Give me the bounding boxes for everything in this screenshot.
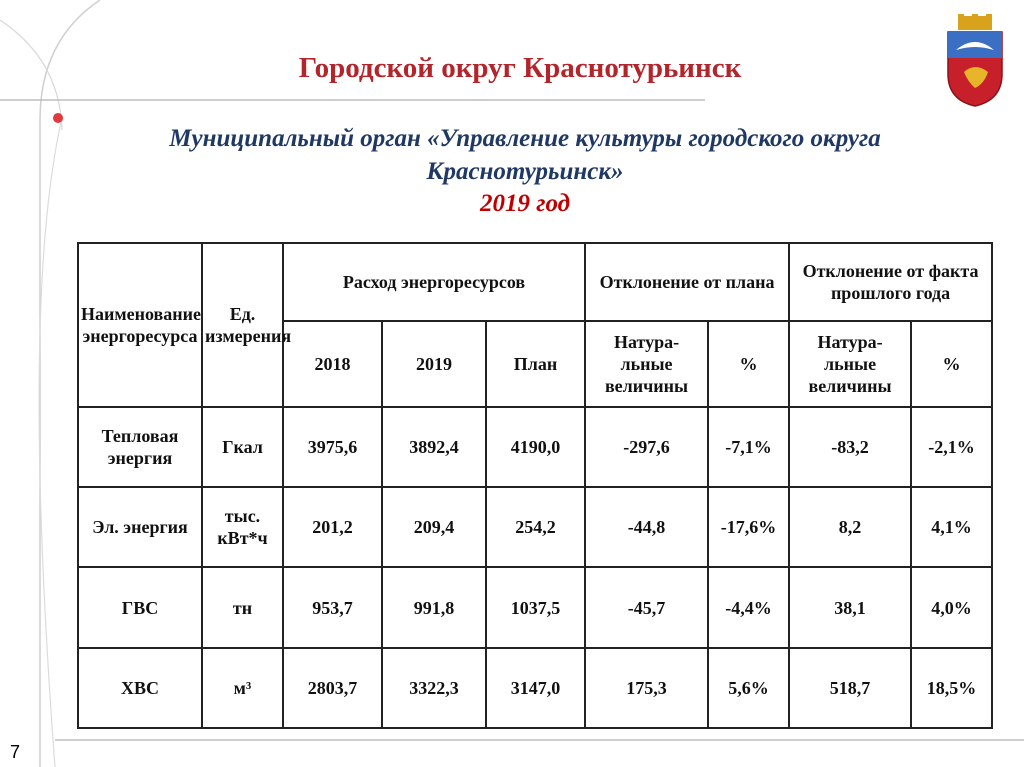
cell-2019: 991,8	[382, 567, 486, 648]
header-2019: 2019	[382, 321, 486, 407]
cell-dev-plan-nat: -45,7	[585, 567, 708, 648]
table-header-row	[78, 243, 992, 321]
cell-dev-prev-nat: 518,7	[789, 648, 911, 728]
table-row	[78, 407, 992, 487]
cell-plan: 254,2	[486, 487, 585, 567]
cell-dev-plan-nat: -297,6	[585, 407, 708, 487]
header-pct-2: %	[911, 321, 992, 407]
row-unit: Гкал	[202, 407, 283, 487]
row-unit: тн	[202, 567, 283, 648]
header-dev-plan: Отклонение от плана	[585, 243, 789, 321]
header-2018: 2018	[283, 321, 382, 407]
table-row	[78, 648, 992, 728]
header-dev-prev: Отклонение от факта прошлого года	[789, 243, 992, 321]
coat-of-arms-icon	[944, 14, 1006, 108]
page-title: Городской округ Краснотурьинск	[298, 52, 742, 84]
cell-plan: 3147,0	[486, 648, 585, 728]
cell-2019: 209,4	[382, 487, 486, 567]
cell-2019: 3892,4	[382, 407, 486, 487]
cell-2018: 953,7	[283, 567, 382, 648]
cell-dev-plan-nat: -44,8	[585, 487, 708, 567]
cell-dev-plan-pct: -7,1%	[708, 407, 789, 487]
cell-dev-prev-pct: -2,1%	[911, 407, 992, 487]
row-unit: тыс. кВт*ч	[202, 487, 283, 567]
cell-dev-prev-nat: 38,1	[789, 567, 911, 648]
cell-plan: 1037,5	[486, 567, 585, 648]
page-number: 7	[10, 742, 21, 762]
cell-dev-plan-pct: 5,6%	[708, 648, 789, 728]
cell-dev-prev-pct: 4,1%	[911, 487, 992, 567]
cell-dev-prev-pct: 4,0%	[911, 567, 992, 648]
cell-dev-plan-pct: -4,4%	[708, 567, 789, 648]
cell-2018: 201,2	[283, 487, 382, 567]
cell-dev-prev-nat: 8,2	[789, 487, 911, 567]
cell-dev-prev-pct: 18,5%	[911, 648, 992, 728]
row-name: ГВС	[78, 567, 202, 648]
header-unit: Ед. измерения	[202, 243, 283, 407]
header-plan: План	[486, 321, 585, 407]
header-natural-2: Натура-льные величины	[789, 321, 911, 407]
cell-dev-plan-nat: 175,3	[585, 648, 708, 728]
subtitle-line-1: Муниципальный орган «Управление культуры городского округа	[169, 125, 881, 152]
energy-consumption-table	[77, 242, 993, 729]
table-row	[78, 567, 992, 648]
row-unit: м³	[202, 648, 283, 728]
header-consumption: Расход энергоресурсов	[283, 243, 585, 321]
header-name: Наименование энергоресурса	[78, 243, 202, 407]
row-name: Тепловая энергия	[78, 407, 202, 487]
subtitle-line-2: Краснотурьинск»	[426, 158, 624, 185]
page-subtitle	[90, 122, 960, 188]
header-pct: %	[708, 321, 789, 407]
row-name: Эл. энергия	[78, 487, 202, 567]
header-natural: Натура-льные величины	[585, 321, 708, 407]
cell-2018: 3975,6	[283, 407, 382, 487]
cell-plan: 4190,0	[486, 407, 585, 487]
report-year: 2019 год	[479, 190, 571, 217]
cell-2019: 3322,3	[382, 648, 486, 728]
cell-dev-prev-nat: -83,2	[789, 407, 911, 487]
cell-dev-plan-pct: -17,6%	[708, 487, 789, 567]
row-name: ХВС	[78, 648, 202, 728]
table-row	[78, 487, 992, 567]
cell-2018: 2803,7	[283, 648, 382, 728]
